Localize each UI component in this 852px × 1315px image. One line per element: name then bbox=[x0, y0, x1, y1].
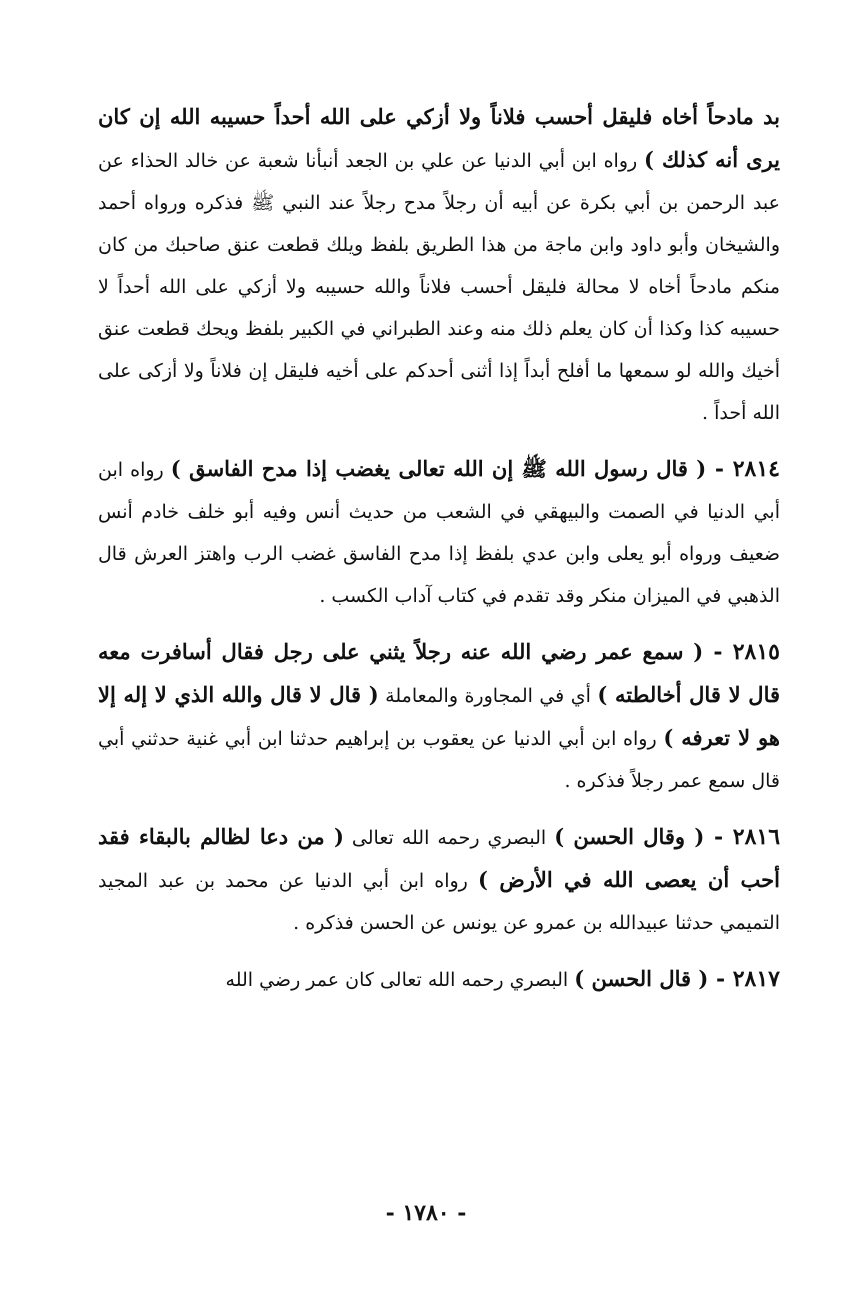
commentary-text: رواه ابن أبي الدنيا في الصمت والبيهقي في الشعب من حديث أنس وفيه أبو خلف خادم أنس ضعيف ورواه أبو يعلى وابن عدي بلفظ إذا مدح الفاسق غضب الرب واهتز العرش قال الذهبي في الميزان منكر وقد تقدم في كتاب آداب الكسب . bbox=[98, 459, 780, 607]
entry-number: ٢٨١٥ - bbox=[703, 639, 780, 665]
quoted-text: ( قال لا قال والله الذي لا إله إلا هو لا تعرفه ) bbox=[98, 682, 780, 750]
quoted-text: ( من دعا لظالم بالبقاء فقد أحب أن يعصى الله في الأرض ) bbox=[98, 824, 780, 892]
entry-number: ٢٨١٤ - bbox=[706, 456, 780, 482]
entry-number: ٢٨١٧ - bbox=[708, 966, 780, 992]
quoted-text: ( قال رسول الله ﷺ إن الله تعالى يغضب إذا مدح الفاسق ) bbox=[170, 456, 707, 481]
quoted-text: بد مادحاً أخاه فليقل أحسب فلاناً ولا أزكي على الله أحداً حسيبه الله إن كان يرى أنه كذلك ) bbox=[98, 104, 781, 172]
commentary-text: رواه ابن أبي الدنيا عن علي بن الجعد أنبأنا شعبة عن خالد الحذاء عن عبد الرحمن بن أبي بكرة عن أبيه أن رجلاً مدح رجلاً عند النبي ﷺ فذكره ورواه أحمد والشيخان وأبو داود وابن ماجة من هذا الطريق بلفظ ويلك قطعت عنق صاحبك من كان منكم مادحاً أخاه لا محالة فليقل أحسب فلاناً والله حسيبه ولا أزكي على الله أحداً لا حسيبه كذا وكذا أن كان يعلم ذلك منه وعند الطبراني في الكبير بلفظ ويحك قطعت عنق أخيك والله لو سمعها ما أفلح أبداً إذا أثنى أحدكم على أخيه فليقل إن فلاناً ولا أزكى على الله أحداً . bbox=[98, 150, 780, 424]
paragraph-continuation bbox=[98, 96, 780, 434]
page-number: - ١٧٨٠ - bbox=[385, 1200, 467, 1226]
quoted-text: ( وقال الحسن ) bbox=[554, 824, 705, 849]
paragraph-2814 bbox=[98, 448, 780, 617]
commentary-text: أي في المجاورة والمعاملة bbox=[378, 685, 598, 707]
paragraph-2816 bbox=[98, 816, 780, 944]
paragraph-2817 bbox=[98, 958, 780, 1001]
entry-number: ٢٨١٦ - bbox=[704, 824, 781, 850]
commentary-text: البصري رحمه الله تعالى كان عمر رضي الله bbox=[225, 969, 575, 991]
quoted-text: ( سمع عمر رضي الله عنه رجلاً يثني على رجل فقال أسافرت معه قال لا قال أخالطته ) bbox=[98, 639, 781, 707]
quoted-text: ( قال الحسن ) bbox=[574, 966, 709, 991]
commentary-text: رواه ابن أبي الدنيا عن يعقوب بن إبراهيم حدثنا ابن أبي غنية حدثني أبي قال سمع عمر رجلاً فذكره . bbox=[98, 728, 780, 792]
commentary-text: البصري رحمه الله تعالى bbox=[343, 827, 555, 849]
page-body bbox=[98, 96, 780, 1001]
paragraph-2815 bbox=[98, 631, 780, 802]
commentary-text: رواه ابن أبي الدنيا عن محمد بن عبد المجيد التميمي حدثنا عبيدالله بن عمرو عن يونس عن الحسن فذكره . bbox=[98, 870, 780, 934]
